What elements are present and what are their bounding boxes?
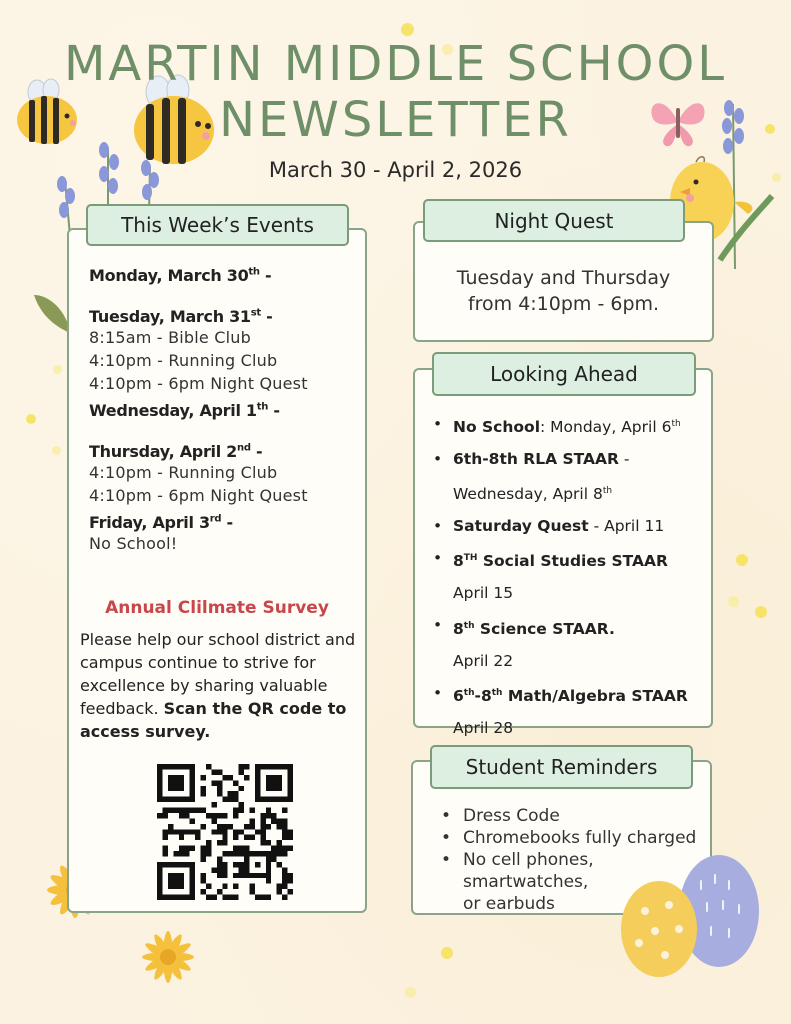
event-item: 4:10pm - 6pm Night Quest [89,374,308,393]
event-day-wednesday: Wednesday, April 1th - [89,401,280,420]
qr-code[interactable] [157,764,293,900]
events-list [89,266,359,555]
list-item: • Dress Code [441,806,560,826]
title-line-2: NEWSLETTER [219,92,572,148]
survey-title: Annual Clilmate Survey [105,598,329,618]
list-item: • 8th Science STAAR. April 22 [433,616,615,670]
event-item: 4:10pm - Running Club [89,351,278,370]
event-day-tuesday: Tuesday, March 31st - [89,307,273,326]
event-item: No School! [89,534,178,553]
events-card [67,228,367,913]
survey-body: Please help our school district and campus continue to strive for excellence by sharing valuable feedback. Scan the QR code to access survey. [80,630,356,741]
event-day-friday: Friday, April 3rd - [89,513,233,532]
leaf-icon [32,285,72,335]
student-reminders-heading: Student Reminders [430,745,693,789]
night-quest-heading: Night Quest [423,199,685,242]
dot-decoration [53,365,62,374]
easter-egg-icon [615,845,765,980]
looking-ahead-heading: Looking Ahead [432,352,696,396]
dot-decoration [405,987,416,998]
list-item: • 6th-8th Math/Algebra STAAR April 28 [433,683,688,737]
event-day-monday: Monday, March 30th - [89,266,272,285]
survey-cta: Scan the QR code to access survey. [80,699,347,741]
dot-decoration [401,23,414,36]
list-item: • Saturday Quest - April 11 [433,517,665,536]
flower-icon [116,905,221,1010]
looking-ahead-card [413,368,713,737]
event-item: 4:10pm - Running Club [89,463,278,482]
event-item: 8:15am - Bible Club [89,328,251,347]
dot-decoration [52,446,61,455]
dot-decoration [26,414,36,424]
dot-decoration [755,606,767,618]
event-item: 4:10pm - 6pm Night Quest [89,486,308,505]
dot-decoration [441,947,453,959]
list-item: or earbuds [463,894,555,914]
list-item: • No School: Monday, April 6th [433,415,681,437]
newsletter-title [0,36,791,148]
events-heading: This Week’s Events [86,204,349,246]
night-quest-text: Tuesday and Thursday from 4:10pm - 6pm. [456,267,671,315]
dot-decoration [736,554,748,566]
dot-decoration [728,596,739,607]
looking-ahead-list [427,408,712,744]
list-item: • No cell phones, smartwatches, [441,850,594,892]
title-line-1: MARTIN MIDDLE SCHOOL [64,36,727,92]
event-day-thursday: Thursday, April 2nd - [89,442,263,461]
list-item: • 6th-8th RLA STAAR - Wednesday, April 8th [433,450,630,504]
list-item: • Chromebooks fully charged [441,828,697,848]
list-item: • 8TH Social Studies STAAR April 15 [433,549,668,603]
date-range: March 30 - April 2, 2026 [268,158,523,182]
